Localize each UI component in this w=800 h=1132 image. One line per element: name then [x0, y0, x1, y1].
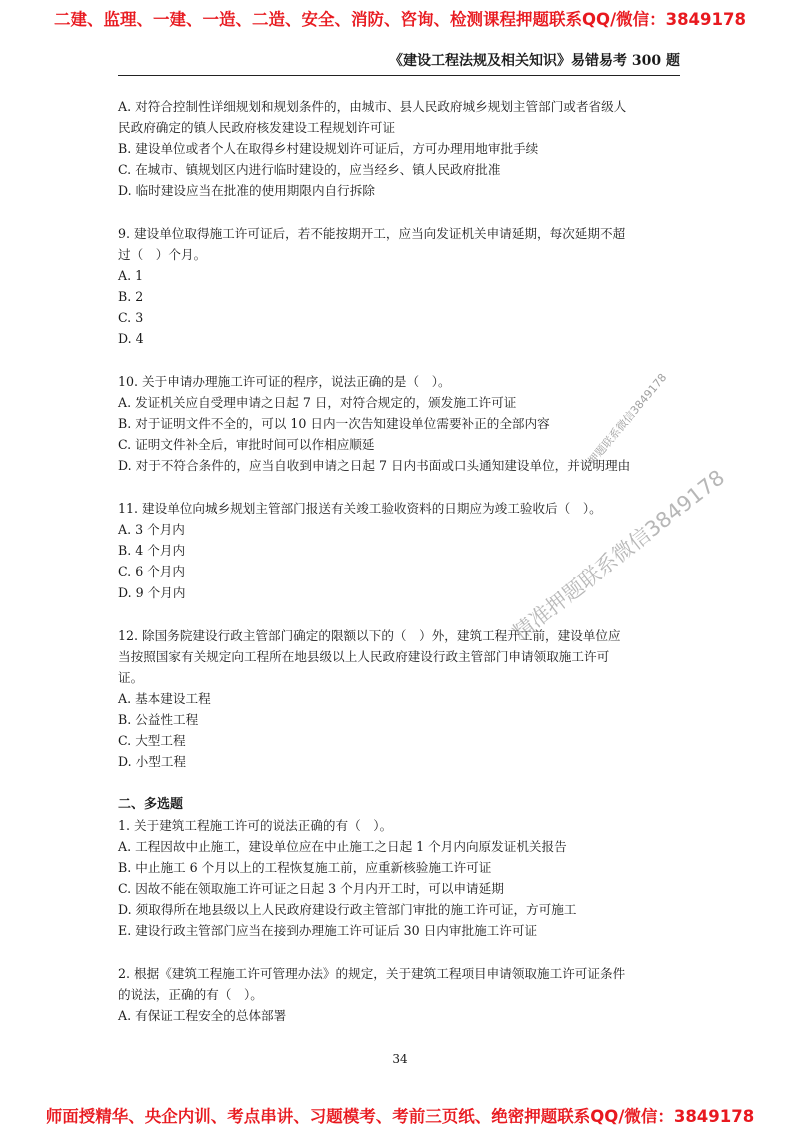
- option-c: C. 证明文件补全后，审批时间可以作相应顺延: [118, 437, 375, 452]
- option-b: B. 公益性工程: [118, 712, 199, 727]
- option-b: B. 4 个月内: [118, 543, 186, 558]
- option-d: D. 9 个月内: [118, 585, 186, 600]
- question-stem: 11. 建设单位向城乡规划主管部门报送有关竣工验收资料的日期应为竣工验收后（ ）。: [118, 501, 602, 516]
- option-line: D. 临时建设应当在批准的使用期限内自行拆除: [118, 183, 375, 198]
- question-stem: 证。: [118, 670, 144, 685]
- option-b: B. 中止施工 6 个月以上的工程恢复施工前，应重新核验施工许可证: [118, 860, 492, 875]
- multi-question-2: [118, 963, 686, 1026]
- option-c: C. 6 个月内: [118, 564, 185, 579]
- watermark-small: 押题联系微信3849178: [585, 371, 670, 468]
- option-line: 民政府确定的镇人民政府核发建设工程规划许可证: [118, 120, 396, 135]
- option-line: A. 对符合控制性详细规划和规划条件的，由城市、县人民政府城乡规划主管部门或者省级人: [118, 99, 627, 114]
- page-header-title: 《建设工程法规及相关知识》易错易考 300 题: [118, 50, 680, 76]
- question-9: [118, 223, 686, 349]
- option-c: C. 因故不能在领取施工许可证之日起 3 个月内开工时，可以申请延期: [118, 881, 504, 896]
- question-stem: 当按照国家有关规定向工程所在地县级以上人民政府建设行政主管部门申请领取施工许可: [118, 649, 610, 664]
- top-promo-banner: 二建、监理、一建、一造、二造、安全、消防、咨询、检测课程押题联系QQ/微信：3849178: [54, 10, 746, 29]
- option-c: C. 大型工程: [118, 733, 186, 748]
- question-stem: 9. 建设单位取得施工许可证后，若不能按期开工，应当向发证机关申请延期，每次延期不超: [118, 226, 626, 241]
- question-stem: 10. 关于申请办理施工许可证的程序，说法正确的是（ ）。: [118, 374, 451, 389]
- option-e: E. 建设行政主管部门应当在接到办理施工许可证后 30 日内审批施工许可证: [118, 923, 538, 938]
- option-line: B. 建设单位或者个人在取得乡村建设规划许可证后，方可办理用地审批手续: [118, 141, 539, 156]
- option-d: D. 4: [118, 331, 144, 346]
- option-d: D. 对于不符合条件的，应当自收到申请之日起 7 日内书面或口头通知建设单位，并说明理由: [118, 458, 631, 473]
- option-c: C. 3: [118, 310, 144, 325]
- option-line: C. 在城市、镇规划区内进行临时建设的，应当经乡、镇人民政府批准: [118, 162, 501, 177]
- question-12: [118, 625, 686, 772]
- option-a: A. 3 个月内: [118, 522, 185, 537]
- section-title: 二、多选题: [118, 797, 184, 812]
- question-stem: 的说法，正确的有（ ）。: [118, 987, 263, 1002]
- option-d: D. 小型工程: [118, 754, 187, 769]
- option-a: A. 工程因故中止施工，建设单位应在中止施工之日起 1 个月内向原发证机关报告: [118, 839, 567, 854]
- multi-question-1: [118, 815, 686, 941]
- option-a: A. 基本建设工程: [118, 691, 211, 706]
- page-number: 34: [392, 1052, 408, 1066]
- question-stem: 2. 根据《建筑工程施工许可管理办法》的规定，关于建筑工程项目申请领取施工许可证条件: [118, 966, 626, 981]
- option-a: A. 发证机关应自受理申请之日起 7 日，对符合规定的，颁发施工许可证: [118, 395, 517, 410]
- watermark-large: 精准押题联系微信3849178: [508, 465, 730, 646]
- option-a: A. 1: [118, 268, 144, 283]
- option-b: B. 对于证明文件不全的，可以 10 日内一次告知建设单位需要补正的全部内容: [118, 416, 550, 431]
- question-stem: 12. 除国务院建设行政主管部门确定的限额以下的（ ）外，建筑工程开工前，建设单位应: [118, 628, 621, 643]
- option-d: D. 须取得所在地县级以上人民政府建设行政主管部门审批的施工许可证，方可施工: [118, 902, 577, 917]
- option-a: A. 有保证工程安全的总体部署: [118, 1008, 287, 1023]
- question-stem: 过（ ）个月。: [118, 247, 207, 262]
- question-stem: 1. 关于建筑工程施工许可的说法正确的有（ ）。: [118, 818, 393, 833]
- option-b: B. 2: [118, 289, 144, 304]
- bottom-promo-banner: 师面授精华、央企内训、考点串讲、习题模考、考前三页纸、绝密押题联系QQ/微信：3849178: [45, 1107, 755, 1126]
- continuation-options: [118, 96, 686, 201]
